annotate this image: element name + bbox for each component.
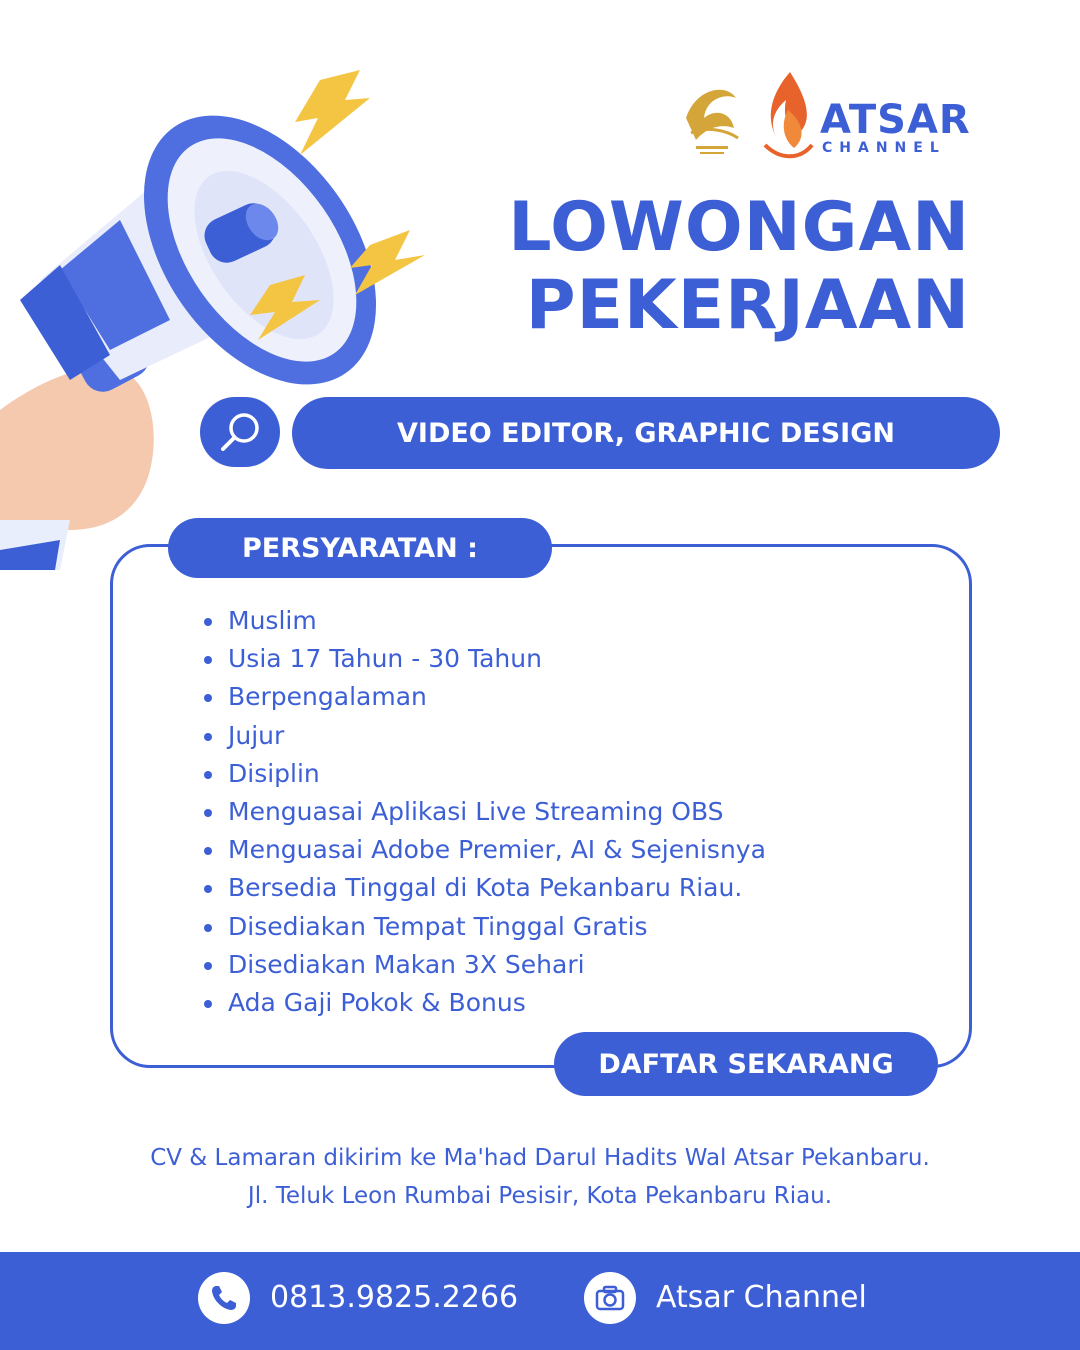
- requirements-title: PERSYARATAN :: [242, 532, 478, 564]
- list-item: Menguasai Aplikasi Live Streaming OBS: [200, 793, 766, 831]
- list-item: Disediakan Makan 3X Sehari: [200, 946, 766, 984]
- footer-bar: [0, 1252, 1080, 1350]
- brand-name: ATSAR: [820, 97, 971, 143]
- address-line-2: Jl. Teluk Leon Rumbai Pesisir, Kota Pekanbaru Riau.: [247, 1183, 833, 1209]
- megaphone-illustration: [0, 50, 460, 570]
- social-handle[interactable]: Atsar Channel: [656, 1280, 867, 1315]
- phone-badge: [198, 1272, 250, 1324]
- address-line-1: CV & Lamaran dikirim ke Ma'had Darul Hadits Wal Atsar Pekanbaru.: [150, 1145, 930, 1171]
- list-item: Disiplin: [200, 755, 766, 793]
- list-item: Disediakan Tempat Tinggal Gratis: [200, 908, 766, 946]
- headline-line-2: PEKERJAAN: [525, 266, 970, 345]
- requirements-tab: [168, 518, 552, 578]
- atsar-flame-logo: [760, 70, 816, 160]
- list-item: Muslim: [200, 602, 766, 640]
- list-item: Usia 17 Tahun - 30 Tahun: [200, 640, 766, 678]
- register-now-button[interactable]: [554, 1032, 938, 1096]
- phone-number[interactable]: 0813.9825.2266: [270, 1280, 519, 1315]
- headline-line-1: LOWONGAN: [508, 188, 970, 267]
- madrasah-calligraphy-logo: [676, 78, 748, 160]
- list-item: Menguasai Adobe Premier, AI & Sejenisnya: [200, 831, 766, 869]
- brand-subtitle: CHANNEL: [822, 140, 946, 156]
- magnifier-icon: [217, 409, 263, 455]
- camera-badge: [584, 1272, 636, 1324]
- position-title-pill: [292, 397, 1000, 469]
- requirements-list: [200, 602, 766, 1022]
- list-item: Jujur: [200, 717, 766, 755]
- phone-icon: [209, 1283, 239, 1313]
- register-now-label: DAFTAR SEKARANG: [598, 1048, 894, 1080]
- list-item: Ada Gaji Pokok & Bonus: [200, 984, 766, 1022]
- list-item: Bersedia Tinggal di Kota Pekanbaru Riau.: [200, 869, 766, 907]
- search-badge: [200, 397, 280, 467]
- list-item: Berpengalaman: [200, 678, 766, 716]
- position-title: VIDEO EDITOR, GRAPHIC DESIGN: [397, 417, 895, 449]
- camera-icon: [594, 1282, 626, 1314]
